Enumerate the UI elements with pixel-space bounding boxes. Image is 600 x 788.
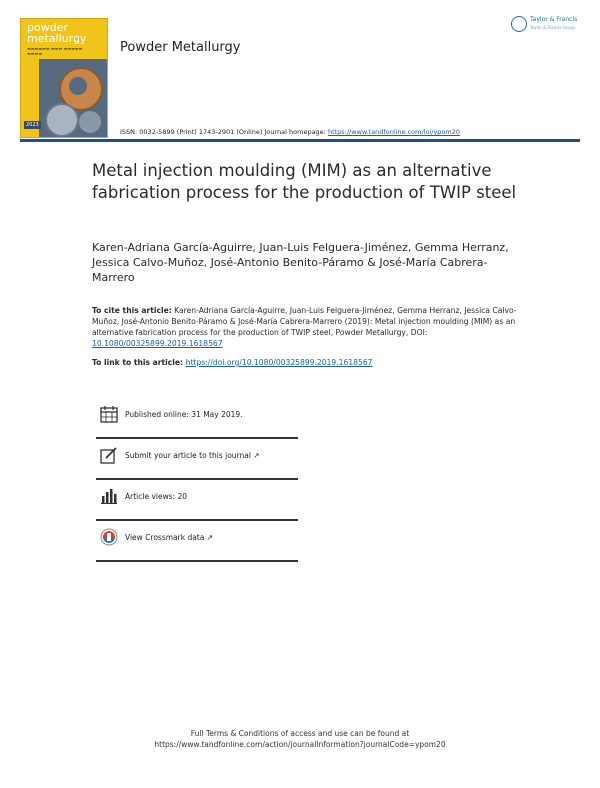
cover-subtitle: ▬▬▬▬▬▬ ▬▬▬ ▬▬▬▬▬ ▬▬▬▬ [27,46,83,56]
footer-terms-text: Full Terms & Conditions of access and use can be found at [190,729,410,738]
external-link-icon: ↗ [206,533,214,542]
calendar-icon [100,405,118,423]
header-divider [20,139,580,142]
published-online-text: Published online: 31 May 2019. [125,410,243,419]
external-link-icon: ↗ [253,451,260,460]
article-url-link[interactable]: https://doi.org/10.1080/00325899.2019.1618567 [185,358,373,367]
pencil-edit-icon [100,446,118,464]
cover-title: powder metallurgy [27,21,87,45]
published-online-row [96,403,298,429]
submit-article-row[interactable] [96,444,298,470]
article-authors: Karen-Adriana García-Aguirre, Juan-Luis Felguera-Jiménez, Gemma Herranz, Jessica Calvo-Muñoz, José-Antonio Benito-Páramo & José-María Cabrera-Marrero [92,241,509,284]
taylor-francis-logo-icon[interactable] [511,16,527,32]
crossmark-link[interactable]: View Crossmark data ↗ [125,533,214,542]
doi-link[interactable]: 10.1080/00325899.2019.1618567 [92,339,223,348]
footer-terms-link[interactable]: https://www.tandfonline.com/action/journalInformation?journalCode=ypom20 [154,740,446,749]
issn-line [120,128,460,136]
submit-article-link[interactable]: Submit your article to this journal ↗ [125,451,260,460]
panel-divider [96,560,298,562]
article-link-line [92,358,372,367]
citation-text: Karen-Adriana García-Aguirre, Juan-Luis Felguera-Jiménez, Gemma Herranz, Jessica Calvo-Muñoz, José-Antonio Benito-Páramo & José-María Cabrera-Marrero (2019): Metal injection moulding (MIM) as an alternative fabrication process for the production of TWIP steel, Powder Metallurgy, DOI: [92,306,517,337]
link-label: To link to this article: [92,358,186,367]
cover-photo [39,59,107,137]
article-views-row[interactable] [96,485,298,511]
bar-chart-icon [100,487,118,505]
citation-label: To cite this article: [92,306,172,315]
citation-block [92,305,518,349]
cover-badge: 2023 [26,122,39,128]
journal-name[interactable]: Powder Metallurgy [120,40,241,55]
crossmark-row[interactable] [96,526,298,552]
journal-cover [20,18,108,138]
panel-divider [96,519,298,521]
publisher-sub: Taylor & Francis Group [530,25,575,30]
crossmark-icon [100,528,118,546]
footer [0,728,600,750]
panel-divider [96,478,298,480]
issn-text: ISSN: 0032-5899 (Print) 1743-2901 (Online) Journal homepage: [120,128,328,136]
article-views-text: Article views: 20 [125,492,188,501]
article-title: Metal injection moulding (MIM) as an alternative fabrication process for the production of TWIP steel [92,161,517,202]
publisher-name: Taylor & Francis [530,16,578,23]
panel-divider [96,437,298,439]
journal-homepage-link[interactable]: https://www.tandfonline.com/loi/ypom20 [327,128,461,136]
